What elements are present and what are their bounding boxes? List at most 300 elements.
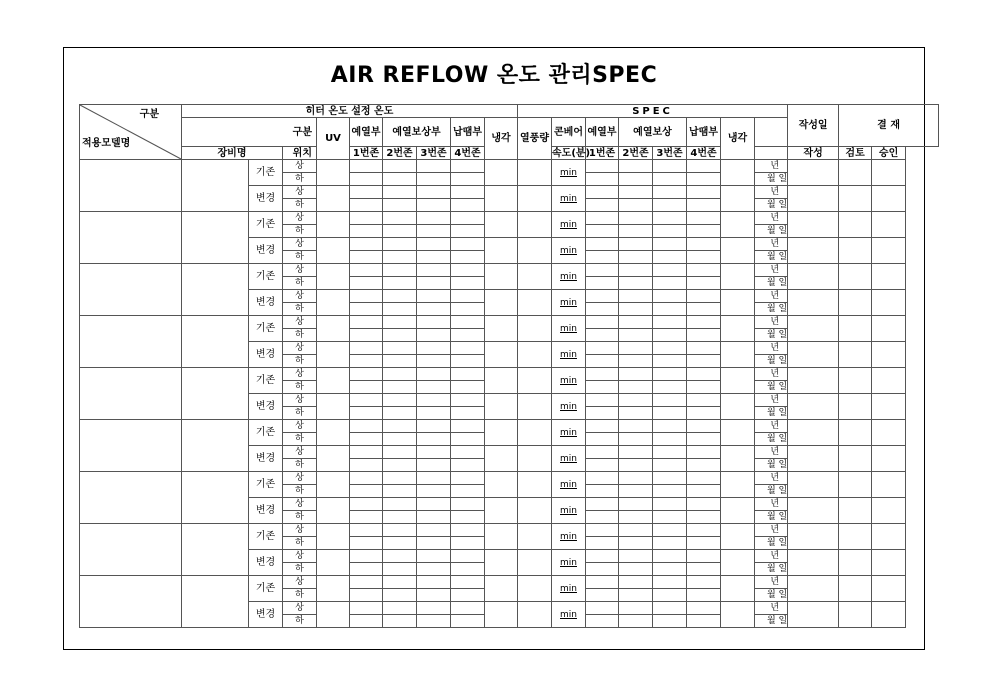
write-sign-cell[interactable] — [788, 524, 839, 550]
heater-zone-cell[interactable] — [451, 186, 485, 199]
date-year-cell[interactable]: 년 — [755, 498, 788, 511]
review-sign-cell[interactable] — [839, 186, 872, 212]
airflow-cell[interactable] — [518, 576, 552, 602]
spec-cooling-cell[interactable] — [721, 264, 755, 290]
spec-zone-cell[interactable] — [653, 199, 687, 212]
spec-zone-cell[interactable] — [687, 368, 721, 381]
date-year-cell[interactable]: 년 — [755, 394, 788, 407]
model-cell[interactable] — [80, 420, 182, 472]
date-year-cell[interactable]: 년 — [755, 368, 788, 381]
date-year-cell[interactable]: 년 — [755, 290, 788, 303]
spec-zone-cell[interactable] — [619, 264, 653, 277]
heater-zone-cell[interactable] — [383, 446, 417, 459]
heater-zone-cell[interactable] — [417, 355, 451, 368]
spec-zone-cell[interactable] — [586, 368, 619, 381]
approve-sign-cell[interactable] — [872, 524, 906, 550]
cooling-cell[interactable] — [485, 524, 518, 550]
write-sign-cell[interactable] — [788, 420, 839, 446]
heater-zone-cell[interactable] — [350, 407, 383, 420]
heater-zone-cell[interactable] — [451, 524, 485, 537]
spec-zone-cell[interactable] — [687, 524, 721, 537]
date-year-cell[interactable]: 년 — [755, 420, 788, 433]
uv-cell[interactable] — [317, 446, 350, 472]
spec-zone-cell[interactable] — [653, 433, 687, 446]
conveyor-speed-cell[interactable] — [552, 498, 586, 524]
spec-cooling-cell[interactable] — [721, 238, 755, 264]
spec-zone-cell[interactable] — [687, 615, 721, 628]
heater-zone-cell[interactable] — [350, 472, 383, 485]
heater-zone-cell[interactable] — [350, 355, 383, 368]
approve-sign-cell[interactable] — [872, 186, 906, 212]
spec-zone-cell[interactable] — [619, 277, 653, 290]
heater-zone-cell[interactable] — [383, 524, 417, 537]
approve-sign-cell[interactable] — [872, 472, 906, 498]
heater-zone-cell[interactable] — [350, 420, 383, 433]
spec-zone-cell[interactable] — [586, 264, 619, 277]
heater-zone-cell[interactable] — [383, 264, 417, 277]
spec-zone-cell[interactable] — [687, 407, 721, 420]
date-month-day-cell[interactable]: 월 일 — [755, 381, 788, 394]
model-cell[interactable] — [80, 316, 182, 368]
heater-zone-cell[interactable] — [350, 173, 383, 186]
equipment-cell[interactable] — [182, 576, 249, 628]
spec-zone-cell[interactable] — [687, 537, 721, 550]
conveyor-speed-cell[interactable] — [552, 602, 586, 628]
model-cell[interactable] — [80, 524, 182, 576]
conveyor-speed-cell[interactable] — [552, 472, 586, 498]
heater-zone-cell[interactable] — [417, 537, 451, 550]
review-sign-cell[interactable] — [839, 472, 872, 498]
heater-zone-cell[interactable] — [451, 485, 485, 498]
spec-zone-cell[interactable] — [586, 303, 619, 316]
spec-zone-cell[interactable] — [619, 524, 653, 537]
spec-cooling-cell[interactable] — [721, 290, 755, 316]
heater-zone-cell[interactable] — [383, 277, 417, 290]
spec-zone-cell[interactable] — [619, 446, 653, 459]
heater-zone-cell[interactable] — [350, 394, 383, 407]
heater-zone-cell[interactable] — [383, 420, 417, 433]
spec-cooling-cell[interactable] — [721, 602, 755, 628]
spec-zone-cell[interactable] — [619, 459, 653, 472]
equipment-cell[interactable] — [182, 212, 249, 264]
heater-zone-cell[interactable] — [350, 381, 383, 394]
approve-sign-cell[interactable] — [872, 238, 906, 264]
spec-zone-cell[interactable] — [586, 225, 619, 238]
heater-zone-cell[interactable] — [383, 212, 417, 225]
heater-zone-cell[interactable] — [383, 589, 417, 602]
spec-zone-cell[interactable] — [653, 602, 687, 615]
heater-zone-cell[interactable] — [350, 277, 383, 290]
write-sign-cell[interactable] — [788, 602, 839, 628]
uv-cell[interactable] — [317, 290, 350, 316]
approve-sign-cell[interactable] — [872, 342, 906, 368]
approve-sign-cell[interactable] — [872, 290, 906, 316]
spec-zone-cell[interactable] — [687, 550, 721, 563]
airflow-cell[interactable] — [518, 160, 552, 186]
spec-zone-cell[interactable] — [586, 394, 619, 407]
review-sign-cell[interactable] — [839, 550, 872, 576]
spec-zone-cell[interactable] — [586, 355, 619, 368]
spec-zone-cell[interactable] — [586, 537, 619, 550]
spec-zone-cell[interactable] — [653, 355, 687, 368]
uv-cell[interactable] — [317, 602, 350, 628]
write-sign-cell[interactable] — [788, 342, 839, 368]
spec-cooling-cell[interactable] — [721, 550, 755, 576]
heater-zone-cell[interactable] — [451, 342, 485, 355]
conveyor-speed-cell[interactable] — [552, 446, 586, 472]
heater-zone-cell[interactable] — [451, 394, 485, 407]
spec-zone-cell[interactable] — [586, 290, 619, 303]
spec-zone-cell[interactable] — [653, 394, 687, 407]
model-cell[interactable] — [80, 160, 182, 212]
review-sign-cell[interactable] — [839, 316, 872, 342]
heater-zone-cell[interactable] — [383, 186, 417, 199]
airflow-cell[interactable] — [518, 342, 552, 368]
cooling-cell[interactable] — [485, 290, 518, 316]
spec-zone-cell[interactable] — [586, 446, 619, 459]
spec-zone-cell[interactable] — [586, 615, 619, 628]
spec-zone-cell[interactable] — [687, 160, 721, 173]
conveyor-speed-cell[interactable] — [552, 368, 586, 394]
approve-sign-cell[interactable] — [872, 394, 906, 420]
airflow-cell[interactable] — [518, 368, 552, 394]
conveyor-speed-cell[interactable] — [552, 394, 586, 420]
spec-cooling-cell[interactable] — [721, 160, 755, 186]
heater-zone-cell[interactable] — [417, 316, 451, 329]
write-sign-cell[interactable] — [788, 160, 839, 186]
equipment-cell[interactable] — [182, 420, 249, 472]
spec-zone-cell[interactable] — [653, 173, 687, 186]
conveyor-speed-cell[interactable] — [552, 160, 586, 186]
spec-zone-cell[interactable] — [687, 576, 721, 589]
heater-zone-cell[interactable] — [417, 407, 451, 420]
spec-zone-cell[interactable] — [653, 511, 687, 524]
heater-zone-cell[interactable] — [417, 238, 451, 251]
spec-zone-cell[interactable] — [687, 329, 721, 342]
date-year-cell[interactable]: 년 — [755, 160, 788, 173]
airflow-cell[interactable] — [518, 186, 552, 212]
spec-zone-cell[interactable] — [653, 550, 687, 563]
spec-zone-cell[interactable] — [619, 329, 653, 342]
spec-cooling-cell[interactable] — [721, 576, 755, 602]
spec-zone-cell[interactable] — [619, 420, 653, 433]
spec-zone-cell[interactable] — [586, 381, 619, 394]
heater-zone-cell[interactable] — [451, 225, 485, 238]
heater-zone-cell[interactable] — [350, 238, 383, 251]
spec-zone-cell[interactable] — [619, 212, 653, 225]
spec-zone-cell[interactable] — [653, 537, 687, 550]
spec-zone-cell[interactable] — [653, 212, 687, 225]
spec-cooling-cell[interactable] — [721, 420, 755, 446]
heater-zone-cell[interactable] — [383, 251, 417, 264]
spec-cooling-cell[interactable] — [721, 498, 755, 524]
cooling-cell[interactable] — [485, 472, 518, 498]
heater-zone-cell[interactable] — [417, 550, 451, 563]
spec-zone-cell[interactable] — [619, 290, 653, 303]
spec-zone-cell[interactable] — [619, 433, 653, 446]
spec-zone-cell[interactable] — [653, 186, 687, 199]
heater-zone-cell[interactable] — [451, 615, 485, 628]
heater-zone-cell[interactable] — [383, 394, 417, 407]
equipment-cell[interactable] — [182, 316, 249, 368]
heater-zone-cell[interactable] — [451, 199, 485, 212]
spec-zone-cell[interactable] — [586, 485, 619, 498]
spec-zone-cell[interactable] — [619, 316, 653, 329]
spec-zone-cell[interactable] — [586, 316, 619, 329]
spec-zone-cell[interactable] — [586, 576, 619, 589]
spec-zone-cell[interactable] — [653, 238, 687, 251]
uv-cell[interactable] — [317, 524, 350, 550]
airflow-cell[interactable] — [518, 316, 552, 342]
heater-zone-cell[interactable] — [350, 160, 383, 173]
date-month-day-cell[interactable]: 월 일 — [755, 251, 788, 264]
review-sign-cell[interactable] — [839, 368, 872, 394]
spec-cooling-cell[interactable] — [721, 524, 755, 550]
review-sign-cell[interactable] — [839, 212, 872, 238]
heater-zone-cell[interactable] — [350, 186, 383, 199]
uv-cell[interactable] — [317, 472, 350, 498]
spec-zone-cell[interactable] — [687, 342, 721, 355]
spec-zone-cell[interactable] — [586, 498, 619, 511]
heater-zone-cell[interactable] — [383, 225, 417, 238]
equipment-cell[interactable] — [182, 368, 249, 420]
spec-zone-cell[interactable] — [653, 563, 687, 576]
review-sign-cell[interactable] — [839, 446, 872, 472]
spec-zone-cell[interactable] — [687, 433, 721, 446]
spec-zone-cell[interactable] — [619, 537, 653, 550]
heater-zone-cell[interactable] — [451, 602, 485, 615]
write-sign-cell[interactable] — [788, 394, 839, 420]
airflow-cell[interactable] — [518, 472, 552, 498]
spec-zone-cell[interactable] — [653, 524, 687, 537]
heater-zone-cell[interactable] — [417, 251, 451, 264]
date-year-cell[interactable]: 년 — [755, 472, 788, 485]
spec-zone-cell[interactable] — [653, 498, 687, 511]
spec-zone-cell[interactable] — [687, 485, 721, 498]
spec-zone-cell[interactable] — [586, 173, 619, 186]
review-sign-cell[interactable] — [839, 342, 872, 368]
approve-sign-cell[interactable] — [872, 420, 906, 446]
conveyor-speed-cell[interactable] — [552, 186, 586, 212]
heater-zone-cell[interactable] — [350, 303, 383, 316]
spec-zone-cell[interactable] — [653, 251, 687, 264]
heater-zone-cell[interactable] — [417, 485, 451, 498]
heater-zone-cell[interactable] — [350, 199, 383, 212]
spec-zone-cell[interactable] — [687, 173, 721, 186]
date-month-day-cell[interactable]: 월 일 — [755, 433, 788, 446]
spec-zone-cell[interactable] — [687, 277, 721, 290]
approve-sign-cell[interactable] — [872, 550, 906, 576]
heater-zone-cell[interactable] — [350, 316, 383, 329]
write-sign-cell[interactable] — [788, 446, 839, 472]
heater-zone-cell[interactable] — [451, 329, 485, 342]
heater-zone-cell[interactable] — [383, 576, 417, 589]
approve-sign-cell[interactable] — [872, 316, 906, 342]
spec-zone-cell[interactable] — [586, 433, 619, 446]
conveyor-speed-cell[interactable] — [552, 212, 586, 238]
airflow-cell[interactable] — [518, 394, 552, 420]
heater-zone-cell[interactable] — [417, 602, 451, 615]
spec-zone-cell[interactable] — [586, 186, 619, 199]
spec-zone-cell[interactable] — [619, 550, 653, 563]
spec-zone-cell[interactable] — [687, 420, 721, 433]
conveyor-speed-cell[interactable] — [552, 550, 586, 576]
write-sign-cell[interactable] — [788, 186, 839, 212]
spec-cooling-cell[interactable] — [721, 394, 755, 420]
date-month-day-cell[interactable]: 월 일 — [755, 199, 788, 212]
cooling-cell[interactable] — [485, 212, 518, 238]
date-month-day-cell[interactable]: 월 일 — [755, 511, 788, 524]
heater-zone-cell[interactable] — [417, 173, 451, 186]
heater-zone-cell[interactable] — [350, 368, 383, 381]
heater-zone-cell[interactable] — [417, 381, 451, 394]
spec-zone-cell[interactable] — [586, 212, 619, 225]
spec-zone-cell[interactable] — [586, 459, 619, 472]
spec-zone-cell[interactable] — [619, 368, 653, 381]
uv-cell[interactable] — [317, 368, 350, 394]
spec-zone-cell[interactable] — [619, 238, 653, 251]
review-sign-cell[interactable] — [839, 264, 872, 290]
date-year-cell[interactable]: 년 — [755, 550, 788, 563]
heater-zone-cell[interactable] — [417, 459, 451, 472]
heater-zone-cell[interactable] — [383, 381, 417, 394]
date-month-day-cell[interactable]: 월 일 — [755, 459, 788, 472]
heater-zone-cell[interactable] — [350, 537, 383, 550]
spec-zone-cell[interactable] — [687, 394, 721, 407]
heater-zone-cell[interactable] — [417, 342, 451, 355]
spec-zone-cell[interactable] — [586, 589, 619, 602]
heater-zone-cell[interactable] — [383, 615, 417, 628]
heater-zone-cell[interactable] — [451, 355, 485, 368]
approve-sign-cell[interactable] — [872, 446, 906, 472]
spec-zone-cell[interactable] — [619, 342, 653, 355]
write-sign-cell[interactable] — [788, 316, 839, 342]
heater-zone-cell[interactable] — [350, 498, 383, 511]
heater-zone-cell[interactable] — [350, 485, 383, 498]
heater-zone-cell[interactable] — [451, 550, 485, 563]
conveyor-speed-cell[interactable] — [552, 316, 586, 342]
approve-sign-cell[interactable] — [872, 160, 906, 186]
date-month-day-cell[interactable]: 월 일 — [755, 173, 788, 186]
uv-cell[interactable] — [317, 238, 350, 264]
date-year-cell[interactable]: 년 — [755, 212, 788, 225]
approve-sign-cell[interactable] — [872, 368, 906, 394]
spec-zone-cell[interactable] — [619, 225, 653, 238]
heater-zone-cell[interactable] — [383, 511, 417, 524]
spec-zone-cell[interactable] — [653, 160, 687, 173]
equipment-cell[interactable] — [182, 160, 249, 212]
heater-zone-cell[interactable] — [451, 433, 485, 446]
heater-zone-cell[interactable] — [451, 576, 485, 589]
heater-zone-cell[interactable] — [451, 381, 485, 394]
approve-sign-cell[interactable] — [872, 602, 906, 628]
heater-zone-cell[interactable] — [383, 563, 417, 576]
spec-zone-cell[interactable] — [619, 563, 653, 576]
heater-zone-cell[interactable] — [417, 303, 451, 316]
heater-zone-cell[interactable] — [451, 264, 485, 277]
uv-cell[interactable] — [317, 212, 350, 238]
heater-zone-cell[interactable] — [350, 602, 383, 615]
spec-zone-cell[interactable] — [619, 498, 653, 511]
review-sign-cell[interactable] — [839, 290, 872, 316]
approve-sign-cell[interactable] — [872, 576, 906, 602]
conveyor-speed-cell[interactable] — [552, 264, 586, 290]
heater-zone-cell[interactable] — [451, 498, 485, 511]
write-sign-cell[interactable] — [788, 264, 839, 290]
spec-zone-cell[interactable] — [619, 511, 653, 524]
spec-zone-cell[interactable] — [653, 420, 687, 433]
spec-zone-cell[interactable] — [653, 446, 687, 459]
date-year-cell[interactable]: 년 — [755, 186, 788, 199]
uv-cell[interactable] — [317, 186, 350, 212]
spec-zone-cell[interactable] — [619, 589, 653, 602]
heater-zone-cell[interactable] — [350, 576, 383, 589]
spec-zone-cell[interactable] — [586, 277, 619, 290]
heater-zone-cell[interactable] — [383, 368, 417, 381]
spec-zone-cell[interactable] — [619, 199, 653, 212]
date-year-cell[interactable]: 년 — [755, 264, 788, 277]
spec-zone-cell[interactable] — [687, 212, 721, 225]
uv-cell[interactable] — [317, 394, 350, 420]
spec-zone-cell[interactable] — [586, 563, 619, 576]
heater-zone-cell[interactable] — [383, 602, 417, 615]
spec-zone-cell[interactable] — [687, 355, 721, 368]
spec-zone-cell[interactable] — [687, 563, 721, 576]
heater-zone-cell[interactable] — [451, 212, 485, 225]
spec-zone-cell[interactable] — [619, 186, 653, 199]
spec-cooling-cell[interactable] — [721, 342, 755, 368]
spec-zone-cell[interactable] — [619, 407, 653, 420]
write-sign-cell[interactable] — [788, 498, 839, 524]
heater-zone-cell[interactable] — [350, 290, 383, 303]
date-month-day-cell[interactable]: 월 일 — [755, 485, 788, 498]
spec-zone-cell[interactable] — [687, 459, 721, 472]
airflow-cell[interactable] — [518, 550, 552, 576]
spec-zone-cell[interactable] — [687, 589, 721, 602]
spec-cooling-cell[interactable] — [721, 472, 755, 498]
spec-zone-cell[interactable] — [586, 602, 619, 615]
spec-zone-cell[interactable] — [619, 251, 653, 264]
spec-zone-cell[interactable] — [653, 329, 687, 342]
heater-zone-cell[interactable] — [383, 199, 417, 212]
heater-zone-cell[interactable] — [417, 212, 451, 225]
uv-cell[interactable] — [317, 576, 350, 602]
date-month-day-cell[interactable]: 월 일 — [755, 303, 788, 316]
heater-zone-cell[interactable] — [350, 511, 383, 524]
airflow-cell[interactable] — [518, 238, 552, 264]
heater-zone-cell[interactable] — [350, 329, 383, 342]
spec-zone-cell[interactable] — [586, 420, 619, 433]
date-month-day-cell[interactable]: 월 일 — [755, 329, 788, 342]
spec-cooling-cell[interactable] — [721, 316, 755, 342]
spec-zone-cell[interactable] — [586, 550, 619, 563]
review-sign-cell[interactable] — [839, 602, 872, 628]
spec-zone-cell[interactable] — [687, 238, 721, 251]
write-sign-cell[interactable] — [788, 212, 839, 238]
heater-zone-cell[interactable] — [451, 238, 485, 251]
heater-zone-cell[interactable] — [350, 446, 383, 459]
heater-zone-cell[interactable] — [383, 160, 417, 173]
equipment-cell[interactable] — [182, 524, 249, 576]
spec-zone-cell[interactable] — [687, 303, 721, 316]
date-year-cell[interactable]: 년 — [755, 576, 788, 589]
heater-zone-cell[interactable] — [451, 316, 485, 329]
heater-zone-cell[interactable] — [350, 212, 383, 225]
heater-zone-cell[interactable] — [417, 186, 451, 199]
date-month-day-cell[interactable]: 월 일 — [755, 355, 788, 368]
date-month-day-cell[interactable]: 월 일 — [755, 563, 788, 576]
cooling-cell[interactable] — [485, 446, 518, 472]
